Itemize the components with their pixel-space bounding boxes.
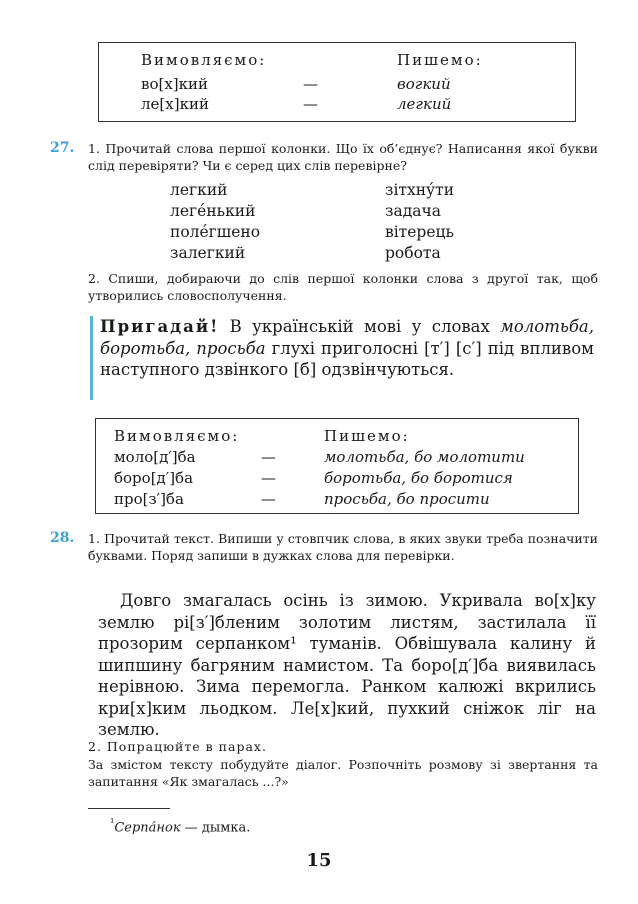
header-pronounce: Вимовляємо: (141, 51, 267, 69)
word-column-2 (385, 180, 454, 264)
pron: во[х]кий (141, 75, 209, 93)
word-column-1 (170, 180, 260, 264)
word: залегкий (170, 244, 246, 262)
pronunciation-box-1 (98, 42, 576, 122)
reminder-words: молотьба, боротьба, просьба (100, 317, 594, 358)
footnote-divider (88, 808, 170, 809)
word: задача (385, 202, 441, 220)
written: боротьба, бо боротися (324, 469, 513, 487)
word: робота (385, 244, 441, 262)
dash: — (261, 448, 276, 466)
pron: моло[д′]ба (114, 448, 196, 466)
header-write: Пишемо: (397, 51, 483, 69)
word: леге́нький (170, 202, 256, 220)
page-number: 15 (306, 850, 332, 871)
pron: про[з′]ба (114, 490, 184, 508)
written: молотьба, бо молотити (324, 448, 525, 466)
word: зітхну́ти (385, 181, 455, 199)
ex28-task2-title: 2. Попрацюйте в парах. (88, 739, 267, 754)
footnote-term: Серпа́нок (114, 820, 181, 836)
word: легкий (170, 181, 228, 199)
reminder-text: глухі приголосні [т′] [с′] під впливом наступного дзвінкого [б] одзвінчуються. (100, 338, 594, 379)
reminder-text: В українській мові у словах (219, 317, 501, 336)
reminder-bar (90, 316, 93, 400)
dash: — (303, 75, 318, 93)
dash: — (303, 95, 318, 113)
header-write: Пишемо: (324, 427, 410, 445)
header-pronounce: Вимовляємо: (114, 427, 240, 445)
ex27-task1: 1. Прочитай слова першої колонки. Що їх об’єднує? Написання якої букви слід перевіряти? Чи є серед цих слів перевірне? (88, 141, 598, 173)
dash: — (261, 469, 276, 487)
ex28-task2: За змістом тексту побудуйте діалог. Розпочніть розмову зі звертання та запитання «Як змагалась ...?» (88, 757, 598, 789)
written: просьба, бо просити (324, 490, 490, 508)
word: поле́гшено (170, 223, 261, 241)
ex28-text: Довго змагалась осінь із зимою. Укривала во[х]ку землю рі[з′]бленим золотим листям, застилала її прозорим серпанком¹ туманів. Обвішувала калину й шипшину багряним намистом. Та боро[д′]ба виявилась нерівною. Зима перемогла. Ранком калюжі вкрились кри[х]ким льодком. Ле[х]кий, пухкий сніжок ліг на землю. (98, 591, 596, 739)
ex28-task1: 1. Прочитай текст. Випиши у стовпчик слова, в яких звуки треба позначити буквами. Поряд запиши в дужках слова для перевірки. (88, 531, 598, 563)
footnote (110, 816, 250, 835)
pron: ле[х]кий (141, 95, 209, 113)
written: легкий (397, 95, 452, 113)
footnote-def: — дымка. (180, 820, 251, 836)
reminder-note (100, 316, 594, 381)
word: вітерець (385, 223, 454, 241)
footnote-mark: ¹ (110, 816, 115, 829)
dash: — (261, 490, 276, 508)
exercise-number-28: 28. (50, 530, 75, 546)
exercise-number-27: 27. (50, 140, 75, 156)
pronunciation-box-2 (95, 418, 579, 514)
reminder-title: Пригадай! (100, 317, 220, 336)
written: вогкий (397, 75, 451, 93)
ex27-task2: 2. Спиши, добираючи до слів першої колонки слова з другої так, щоб утворились словосполучення. (88, 271, 598, 303)
pron: боро[д′]ба (114, 469, 194, 487)
